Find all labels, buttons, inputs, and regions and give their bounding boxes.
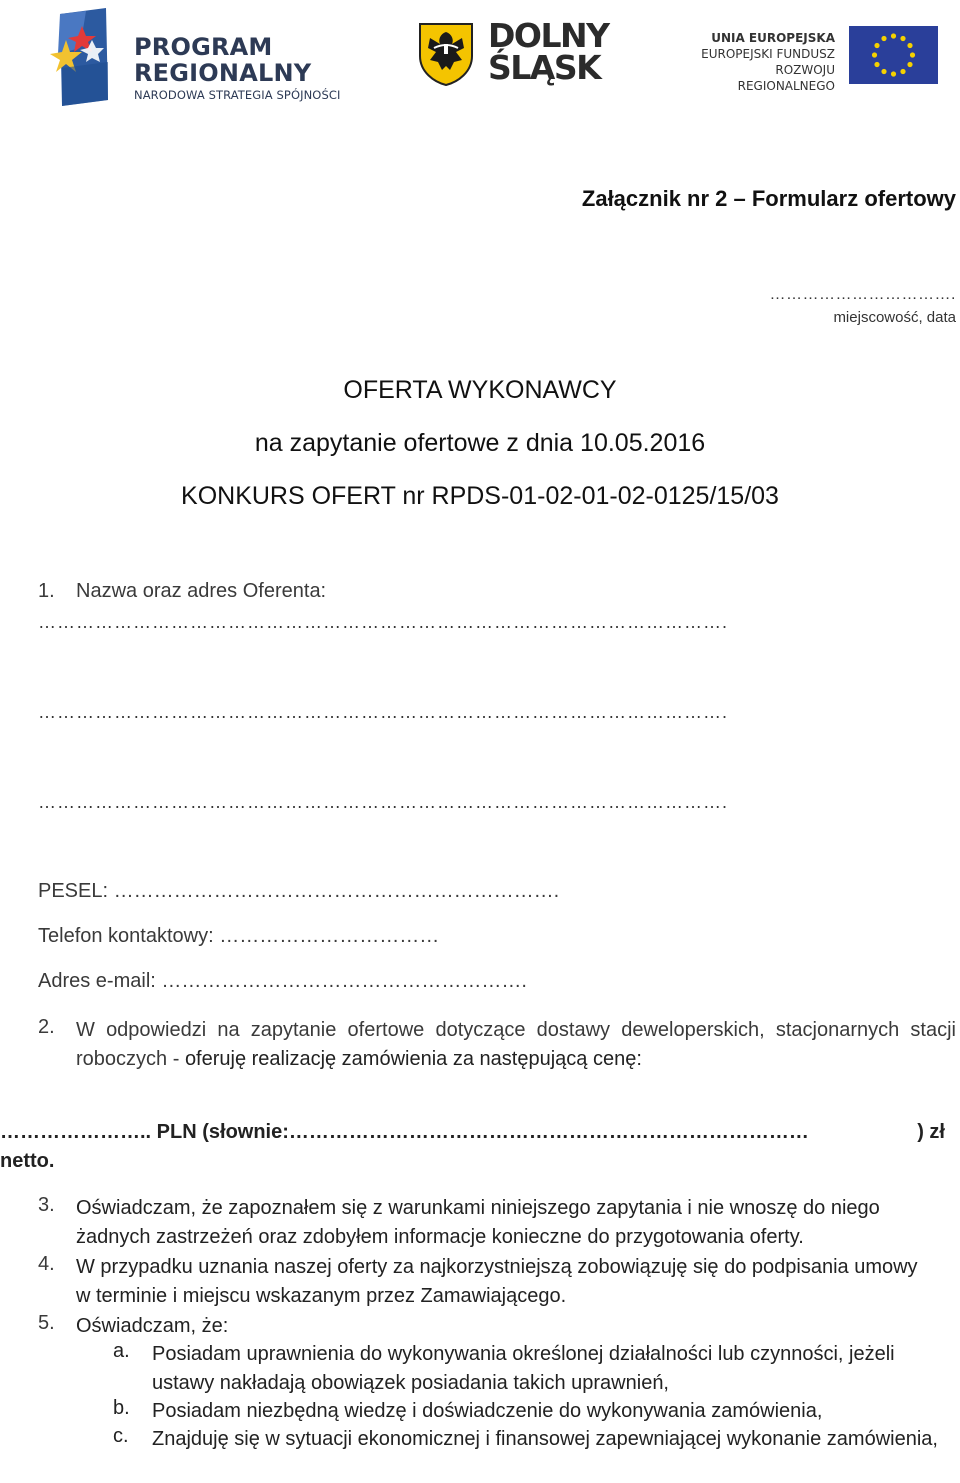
item-5-text: Oświadczam, że:: [76, 1315, 229, 1337]
contest-number-heading: KONKURS OFERT nr RPDS-01-02-01-02-0125/15/03: [181, 482, 779, 510]
dolny-slask-line2: ŚLĄSK: [488, 48, 601, 87]
logo-bar: [0, 0, 960, 120]
price-currency-tail: ) zł: [917, 1121, 945, 1143]
price-amount-field: ………………….. PLN (słownie:……………………………………………………………………: [0, 1121, 809, 1143]
offeror-name-line-1: ……………………………………………………………………………………………….: [38, 612, 729, 632]
offeror-name-line-2: ……………………………………………………………………………………………….: [38, 702, 729, 722]
item-2-text-a: W odpowiedzi na zapytanie ofertowe dotyczące dostawy deweloperskich, stacjonarnych stacji roboczych -: [76, 1019, 956, 1070]
eagle-coat-of-arms-icon: [418, 22, 474, 86]
price-netto: netto.: [0, 1150, 55, 1172]
item-2-text: [76, 1016, 956, 1074]
program-regionalny-logo: [50, 8, 360, 108]
eu-fund-logo: [678, 26, 938, 93]
email-field: Adres e-mail: ……………………………………………….: [38, 970, 527, 992]
offer-heading: OFERTA WYKONAWCY: [343, 376, 617, 404]
sub-item-c-letter: c.: [113, 1425, 129, 1447]
place-date-label: miejscowość, data: [833, 309, 956, 326]
program-logo-line2: REGIONALNY: [134, 59, 312, 87]
eu-logo-line1: UNIA EUROPEJSKA: [711, 31, 835, 45]
eu-logo-line2: EUROPEJSKI FUNDUSZ: [701, 47, 835, 61]
place-date-field: …………………………….: [769, 286, 956, 303]
eu-flag-icon: [849, 26, 938, 84]
dolny-slask-logo: [418, 18, 618, 90]
item-2-text-b: oferuję realizację zamówienia za następującą cenę:: [184, 1048, 642, 1070]
sub-item-b-text: Posiadam niezbędną wiedzę i doświadczenie do wykonywania zamówienia,: [152, 1400, 823, 1422]
item-number-2: 2.: [38, 1016, 55, 1038]
inquiry-date-heading: na zapytanie ofertowe z dnia 10.05.2016: [254, 429, 706, 457]
item-4-text: W przypadku uznania naszej oferty za najkorzystniejszą zobowiązuję się do podpisania umowy w terminie i miejscu wskazanym przez Zamawiającego.: [76, 1256, 918, 1307]
eu-logo-line3: ROZWOJU REGIONALNEGO: [737, 63, 835, 93]
dolny-slask-line1: DOLNY: [488, 16, 609, 55]
offeror-name-line-3: ……………………………………………………………………………………………….: [38, 792, 729, 812]
phone-field: Telefon kontaktowy: ……………………………: [38, 925, 440, 947]
sub-item-a-letter: a.: [113, 1340, 130, 1362]
item-3-text: Oświadczam, że zapoznałem się z warunkami niniejszego zapytania i nie wnoszę do niego żadnych zastrzeżeń oraz zdobyłem informacje konieczne do przygotowania oferty.: [76, 1197, 880, 1248]
sub-item-b-letter: b.: [113, 1397, 130, 1419]
program-logo-line3: NARODOWA STRATEGIA SPÓJNOŚCI: [134, 88, 341, 102]
sub-item-a-text: Posiadam uprawnienia do wykonywania określonej działalności lub czynności, jeżeli ustawy nakładają obowiązek posiadania takich uprawnień,: [152, 1343, 895, 1394]
item-number-5: 5.: [38, 1312, 55, 1334]
item-number-3: 3.: [38, 1194, 55, 1216]
pesel-field: PESEL: ………………………………………………………….: [38, 880, 560, 902]
attachment-title: Załącznik nr 2 – Formularz ofertowy: [581, 186, 956, 211]
program-logo-line1: PROGRAM: [134, 33, 273, 61]
sub-item-c-text: Znajduję się w sytuacji ekonomicznej i finansowej zapewniającej wykonanie zamówienia,: [152, 1428, 938, 1450]
item-1-label: Nazwa oraz adres Oferenta:: [76, 580, 327, 602]
item-number-1: 1.: [38, 580, 55, 602]
price-line: [0, 1118, 945, 1176]
item-number-4: 4.: [38, 1253, 55, 1275]
program-regionalny-icon: [50, 8, 112, 106]
